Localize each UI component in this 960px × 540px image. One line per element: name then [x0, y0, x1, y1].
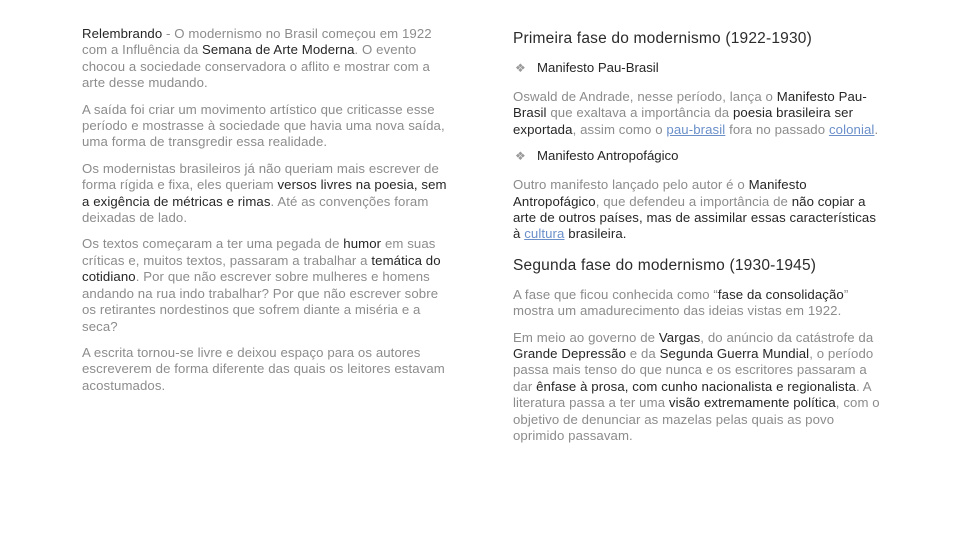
- link-colonial[interactable]: colonial: [828, 121, 875, 137]
- bullet-label: Manifesto Antropofágico: [537, 148, 679, 164]
- emphasis-text: Relembrando: [82, 26, 163, 41]
- heading-primeira-fase: Primeira fase do modernismo (1922-1930): [513, 30, 812, 47]
- heading-segunda-fase: Segunda fase do modernismo (1930-1945): [513, 256, 817, 274]
- emphasis-text: não copiar a arte de outros países, mas de assimilar essas características à: [513, 193, 877, 242]
- paragraph-saida: A saída foi criar um movimento artístico que criticasse esse período e mostrasse à sociedade que havia uma nova saída, uma forma de transgredir essa realidade.: [82, 101, 445, 150]
- body-text: em suas críticas e, muitos textos, passaram a trabalhar a: [82, 236, 436, 268]
- emphasis-text: brasileira.: [564, 226, 627, 242]
- bullet-label: Manifesto Pau-Brasil: [537, 60, 659, 75]
- paragraph-relembrando: [82, 26, 452, 92]
- emphasis-text: temática do cotidiano: [82, 252, 441, 285]
- paragraph-versos-livres: [82, 161, 452, 227]
- emphasis-text: Vargas: [658, 329, 701, 345]
- paragraph-pau-brasil: [513, 89, 883, 138]
- bullet-pau-brasil: [513, 60, 883, 75]
- emphasis-text: fase da consolidação: [717, 286, 844, 302]
- body-text: , o período passa mais tenso do que nunca e os escritores passaram a dar: [513, 346, 874, 394]
- body-text: , do anúncio da catástrofe da: [700, 329, 874, 345]
- body-text: .: [874, 121, 879, 137]
- paragraph-antropofagico: [513, 177, 883, 243]
- body-text: , com o objetivo de denunciar as mazelas pelas quais as povo oprimido passavam.: [513, 395, 880, 444]
- body-text: Os textos começaram a ter uma pegada de: [82, 236, 344, 252]
- body-text: - O modernismo no Brasil começou em 1922 com a Influência da: [82, 26, 432, 58]
- emphasis-text: Manifesto Pau-Brasil: [513, 89, 867, 121]
- emphasis-text: humor: [343, 236, 382, 252]
- body-text: . O evento chocou a sociedade conservadora o aflito e mostrar com a arte desse mudando.: [82, 42, 430, 91]
- bullet-antropofagico: [513, 148, 883, 163]
- emphasis-text: visão extremamente política: [668, 395, 836, 411]
- body-text: . Até as convenções foram deixadas de lado.: [82, 193, 429, 226]
- body-text: A fase que ficou conhecida como “: [513, 286, 718, 302]
- paragraph-consolidacao: [513, 287, 883, 320]
- bullet-icon: ❖: [515, 60, 526, 75]
- body-text: ” mostra um amadurecimento das ideias vistas em 1922.: [513, 286, 849, 319]
- body-text: Oswald de Andrade, nesse período, lança o: [513, 89, 777, 104]
- body-text: e da: [626, 346, 660, 362]
- emphasis-text: Grande Depressão: [513, 346, 627, 362]
- emphasis-text: versos livres na poesia, sem a exigência de métricas e rimas: [82, 177, 447, 209]
- emphasis-text: Manifesto Antropofágico: [513, 177, 807, 209]
- emphasis-text: Semana de Arte Moderna: [202, 42, 355, 58]
- link-cultura[interactable]: cultura: [524, 226, 565, 242]
- body-text: . A literatura passa a ter uma: [513, 378, 871, 411]
- left-column: [82, 26, 452, 404]
- emphasis-text: ênfase à prosa, com cunho nacionalista e regionalista: [536, 378, 856, 394]
- paragraph-vargas: [513, 330, 883, 445]
- right-column: [513, 26, 883, 455]
- body-text: , que defendeu a importância de: [595, 193, 792, 209]
- emphasis-text: Segunda Guerra Mundial: [659, 346, 810, 362]
- paragraph-humor: [82, 236, 452, 334]
- body-text: que exaltava a importância da: [546, 105, 733, 121]
- link-pau-brasil[interactable]: pau-brasil: [666, 121, 726, 137]
- body-text: Outro manifesto lançado pelo autor é o: [513, 177, 749, 193]
- body-text: , assim como o: [572, 121, 667, 137]
- body-text: . Por que não escrever sobre mulheres e homens andando na rua indo trabalhar? Por que não escrever sobre os retirantes nordestinos que sofrem diante a miséria e a seca?: [82, 269, 439, 334]
- bullet-icon: ❖: [515, 148, 526, 163]
- emphasis-text: poesia brasileira ser exportada: [513, 105, 854, 137]
- body-text: Os modernistas brasileiros já não queriam mais escrever de forma rígida e fixa, eles queriam: [82, 160, 439, 193]
- body-text: Em meio ao governo de: [513, 329, 659, 345]
- body-text: fora no passado: [725, 121, 829, 137]
- paragraph-escrita-livre: A escrita tornou-se livre e deixou espaço para os autores escreverem de forma diferente das quais os leitores estavam acostumados.: [82, 344, 445, 393]
